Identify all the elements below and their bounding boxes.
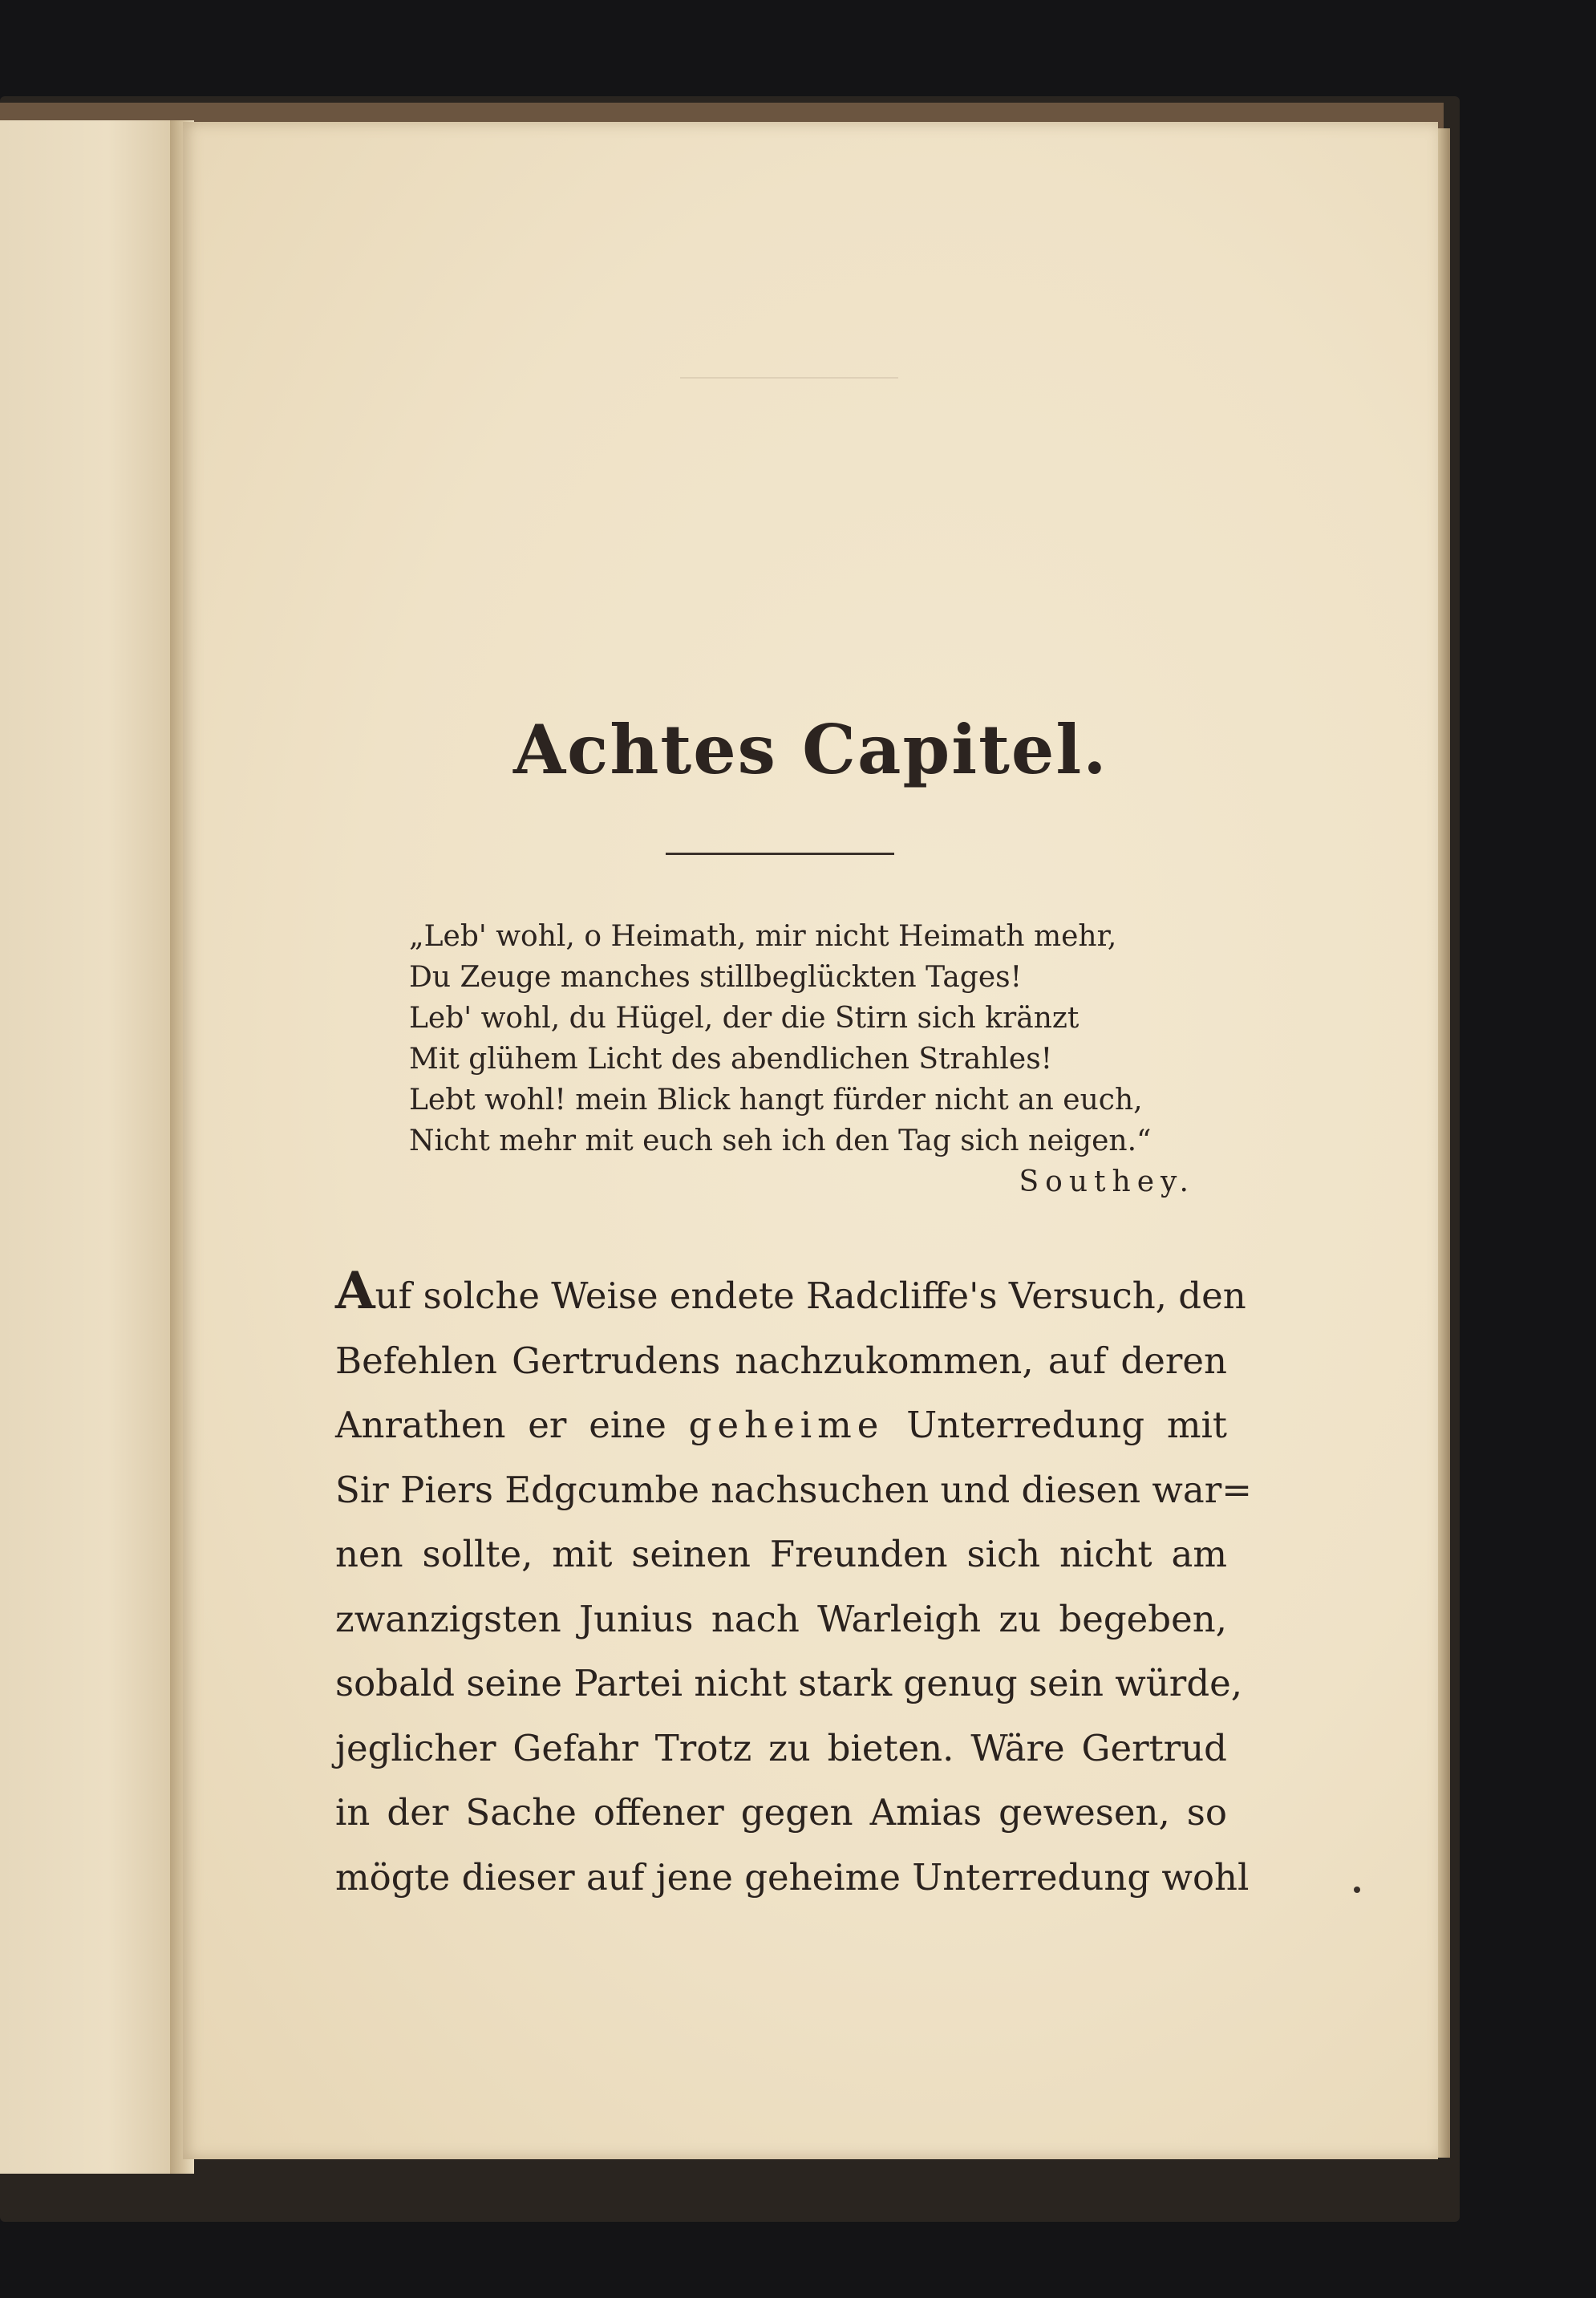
body-line: Befehlen Gertrudens nachzukommen, auf deren <box>335 1339 1227 1382</box>
body-line: in der Sache offener gegen Amias gewesen, so <box>335 1791 1227 1834</box>
body-line: mögte dieser auf jene geheime Unterredung wohl <box>335 1855 1250 1899</box>
body-line: Sir Piers Edgcumbe nachsuchen und diesen war= <box>335 1468 1252 1511</box>
body-line-part: Unterredung mit <box>884 1404 1227 1446</box>
epigraph-line: Nicht mehr mit euch seh ich den Tag sich neigen.“ <box>409 1125 1152 1157</box>
epigraph-line: Leb' wohl, du Hügel, der die Stirn sich kränzt <box>409 1002 1080 1035</box>
drop-initial: A <box>335 1261 375 1321</box>
left-page <box>0 120 180 2174</box>
body-line <box>335 1393 1227 1458</box>
epigraph-line: Mit glühem Licht des abendlichen Strahles! <box>409 1043 1053 1076</box>
epigraph-line: Du Zeuge manches stillbeglückten Tages! <box>409 961 1023 994</box>
body-line: nen sollte, mit seinen Freunden sich nicht am <box>335 1533 1227 1575</box>
body-line: sobald seine Partei nicht stark genug sein würde, <box>335 1662 1243 1704</box>
body-line-text: uf solche Weise endete Radcliffe's Versuch, den <box>375 1275 1246 1317</box>
body-line: zwanzigsten Junius nach Warleigh zu begeben, <box>335 1597 1227 1640</box>
chapter-title: Achtes Capitel. <box>513 710 1108 789</box>
epigraph-attribution: Southey. <box>1019 1165 1195 1198</box>
ink-speck <box>1354 1887 1360 1893</box>
emphasized-word: geheime <box>688 1404 885 1446</box>
body-line <box>335 1259 1246 1329</box>
epigraph-line: Lebt wohl! mein Blick hangt fürder nicht an euch, <box>409 1084 1143 1117</box>
epigraph <box>409 916 1243 1202</box>
body-line: jeglicher Gefahr Trotz zu bieten. Wäre Gertrud <box>335 1726 1227 1769</box>
body-text <box>335 1259 1252 1910</box>
title-rule <box>666 853 894 855</box>
body-line-part: Anrathen er eine <box>335 1404 689 1446</box>
epigraph-line: „Leb' wohl, o Heimath, mir nicht Heimath mehr, <box>409 920 1117 953</box>
bleed-through-rule <box>680 377 898 379</box>
